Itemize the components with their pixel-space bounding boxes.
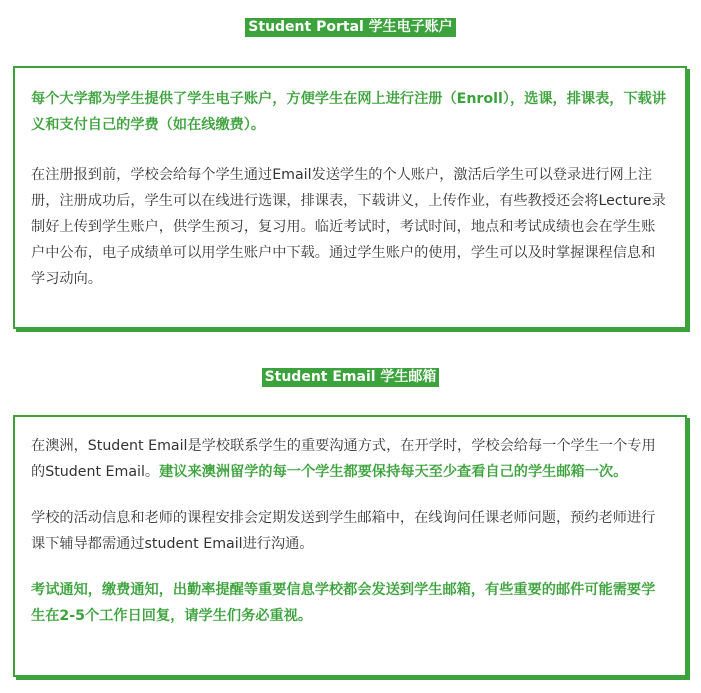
email-paragraph-3: 考试通知，缴费通知，出勤率提醒等重要信息学校都会发送到学生邮箱，有些重要的邮件可能需要学生在2-5个工作日回复，请学生们务必重视。 [31,582,656,624]
email-title: Student Email 学生邮箱 [262,368,440,387]
portal-body: 在注册报到前，学校会给每个学生通过Email发送学生的个人账户，激活后学生可以登录进行网上注册，注册成功后，学生可以在线进行选课，排课表，下载讲义，上传作业，有些教授还会将Lecture录制好上传到学生账户，供学生预习，复习用。临近考试时，考试时间，地点和考试成绩也会在学生账户中公布，电子成绩单可以用学生账户中下载。通过学生账户的使用，学生可以及时掌握课程信息和学习动向。 [31,167,666,287]
portal-title: Student Portal 学生电子账户 [245,18,455,37]
email-card [13,415,687,677]
email-paragraph-2: 学校的活动信息和老师的课程安排会定期发送到学生邮箱中，在线询问任课老师问题，预约老师进行课下辅导都需通过student Email进行沟通。 [31,510,656,552]
email-p1-text: 在澳洲，Student Email是学校联系学生的重要沟通方式，在开学时，学校会给每一个学生一个专用的Student Email。 [31,438,656,480]
portal-title-bar [0,16,701,37]
portal-card [13,66,687,329]
email-paragraph-1 [31,433,669,485]
email-p1-highlight: 建议来澳洲留学的每一个学生都要保持每天至少查看自己的学生邮箱一次。 [159,464,628,480]
email-title-bar [0,366,701,387]
portal-lead: 每个大学都为学生提供了学生电子账户，方便学生在网上进行注册（Enroll），选课，排课表，下载讲义和支付自己的学费（如在线缴费）。 [31,91,667,133]
